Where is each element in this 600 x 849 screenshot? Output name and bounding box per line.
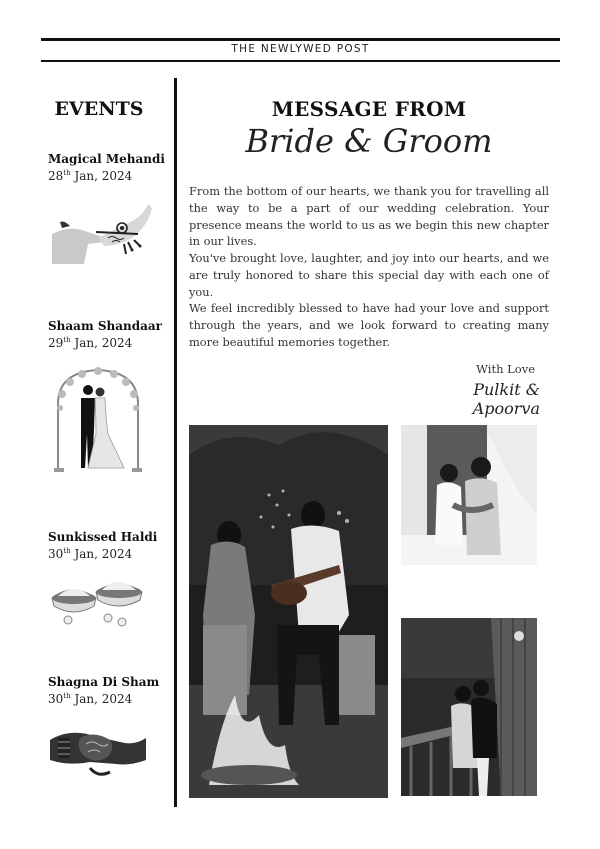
message-heading: MESSAGE FROM — [271, 97, 467, 121]
masthead-title: THE NEWLYWED POST — [231, 43, 370, 55]
event-name: Shaam Shandaar — [48, 319, 162, 333]
event-date: 29th Jan, 2024 — [48, 336, 133, 350]
floral-arch-couple-icon — [50, 364, 146, 476]
haldi-bowls-icon — [48, 572, 146, 628]
event-date: 28th Jan, 2024 — [48, 169, 133, 183]
event-date: 30th Jan, 2024 — [48, 692, 133, 706]
events-heading: EVENTS — [54, 98, 144, 120]
event-item-mehandi — [48, 152, 168, 183]
event-date: 30th Jan, 2024 — [48, 547, 133, 561]
column-divider — [174, 78, 177, 807]
message-paragraph-1: From the bottom of our hearts, we thank you for travelling all the way to be a part of our wedding celebration. Your presence means the world to us as we begin this new chapter in our lives. — [189, 184, 549, 249]
masthead-top-rule — [41, 38, 560, 41]
event-name: Magical Mehandi — [48, 152, 165, 166]
couple-curtain-photo — [401, 425, 537, 603]
event-item-shaam — [48, 319, 168, 350]
event-name: Shagna Di Sham — [48, 675, 160, 689]
event-name: Sunkissed Haldi — [48, 530, 158, 544]
couple-balcony-photo — [401, 618, 537, 796]
message-paragraph-3: We feel incredibly blessed to have had your love and support through the years, and we look forward to creating many more beautiful memories together. — [189, 301, 549, 349]
masthead-bottom-rule — [41, 60, 560, 62]
event-item-shagna — [48, 675, 168, 706]
campfire-guitar-photo — [189, 425, 388, 798]
message-paragraph-2: You've brought love, laughter, and joy into our hearts, and we are truly honored to share this special day with each one of you. — [189, 251, 549, 299]
event-item-haldi — [48, 530, 168, 561]
signature: Pulkit & Apoorva — [472, 380, 540, 418]
message-script-heading: Bride & Groom — [245, 122, 493, 160]
closing-text: With Love — [476, 362, 535, 376]
henna-hands-icon — [48, 198, 154, 268]
joined-hands-icon — [50, 720, 148, 782]
